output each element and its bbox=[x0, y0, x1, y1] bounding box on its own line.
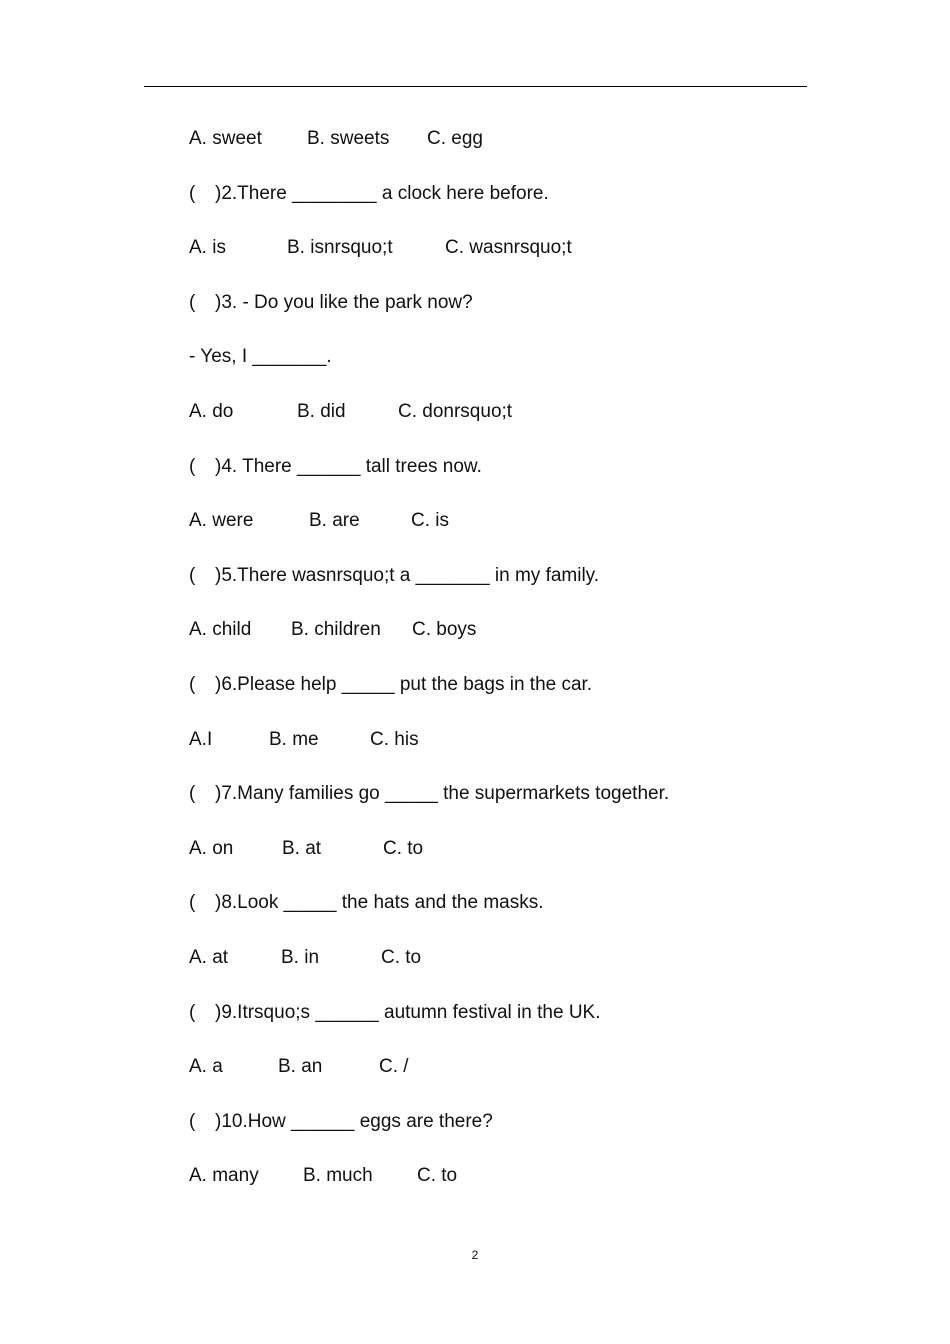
answer-paren: ( bbox=[189, 1110, 196, 1132]
options-line-1 bbox=[189, 124, 829, 179]
option-a: A. on bbox=[189, 837, 234, 859]
question-8 bbox=[189, 888, 829, 943]
option-b: B. are bbox=[309, 510, 360, 532]
option-c: C. donrsquo;t bbox=[398, 400, 513, 422]
question-6 bbox=[189, 670, 829, 725]
option-c: C. wasnrsquo;t bbox=[445, 237, 572, 259]
option-c: C. / bbox=[379, 1056, 409, 1078]
question-text: )2.There ________ a clock here before. bbox=[215, 182, 549, 204]
option-a: A.I bbox=[189, 728, 213, 750]
answer-paren: ( bbox=[189, 1001, 196, 1023]
option-b: B. me bbox=[269, 728, 319, 750]
option-b: B. sweets bbox=[307, 128, 390, 149]
option-a: A. do bbox=[189, 400, 234, 422]
option-c: C. egg bbox=[427, 128, 483, 149]
question-text: )9.Itrsquo;s ______ autumn festival in the UK. bbox=[215, 1001, 601, 1023]
option-a: A. were bbox=[189, 510, 254, 532]
header-rule bbox=[144, 86, 807, 87]
option-a: A. a bbox=[189, 1056, 223, 1078]
option-a: A. many bbox=[189, 1165, 259, 1187]
question-text: )7.Many families go _____ the supermarkets together. bbox=[215, 783, 670, 805]
option-c: C. boys bbox=[412, 619, 477, 641]
answer-paren: ( bbox=[189, 564, 196, 586]
question-text: )10.How ______ eggs are there? bbox=[215, 1110, 493, 1132]
options-line-8 bbox=[189, 943, 829, 998]
option-c: C. to bbox=[383, 837, 424, 859]
option-a: A. is bbox=[189, 237, 226, 259]
option-c: C. to bbox=[417, 1165, 458, 1187]
options-line-4 bbox=[189, 506, 829, 561]
answer-paren: ( bbox=[189, 892, 196, 914]
question-7 bbox=[189, 779, 829, 834]
answer-paren: ( bbox=[189, 291, 196, 313]
question-text: )6.Please help _____ put the bags in the car. bbox=[215, 673, 593, 695]
option-a: A. child bbox=[189, 619, 252, 641]
options-line-7 bbox=[189, 834, 829, 889]
option-b: B. much bbox=[303, 1165, 373, 1187]
option-b: B. at bbox=[282, 837, 322, 859]
question-4 bbox=[189, 452, 829, 507]
option-c: C. to bbox=[381, 946, 422, 968]
option-b: B. isnrsquo;t bbox=[287, 237, 393, 259]
options-line-6 bbox=[189, 725, 829, 780]
option-b: B. an bbox=[278, 1056, 323, 1078]
answer-paren: ( bbox=[189, 455, 196, 477]
answer-text: - Yes, I _______. bbox=[189, 346, 332, 368]
options-line-3 bbox=[189, 397, 829, 452]
question-text: )5.There wasnrsquo;t a _______ in my family. bbox=[215, 564, 600, 586]
option-a: A. at bbox=[189, 946, 229, 968]
options-line-2 bbox=[189, 233, 829, 288]
question-10 bbox=[189, 1107, 829, 1162]
question-3 bbox=[189, 288, 829, 343]
answer-paren: ( bbox=[189, 182, 196, 204]
answer-line-3 bbox=[189, 342, 829, 397]
options-line-9 bbox=[189, 1052, 829, 1107]
answer-paren: ( bbox=[189, 783, 196, 805]
question-9 bbox=[189, 998, 829, 1053]
option-b: B. did bbox=[297, 400, 346, 422]
question-text: )3. - Do you like the park now? bbox=[215, 291, 473, 313]
options-line-5 bbox=[189, 615, 829, 670]
question-text: )8.Look _____ the hats and the masks. bbox=[215, 892, 544, 914]
question-text: )4. There ______ tall trees now. bbox=[215, 455, 482, 477]
option-a: A. sweet bbox=[189, 128, 262, 149]
option-b: B. children bbox=[291, 619, 381, 641]
page-number: 2 bbox=[471, 1248, 479, 1262]
question-5 bbox=[189, 561, 829, 616]
option-c: C. is bbox=[411, 510, 449, 532]
question-list bbox=[189, 124, 829, 1216]
options-line-10 bbox=[189, 1161, 829, 1216]
answer-paren: ( bbox=[189, 673, 196, 695]
option-b: B. in bbox=[281, 946, 320, 968]
question-2 bbox=[189, 179, 829, 234]
option-c: C. his bbox=[370, 728, 419, 750]
